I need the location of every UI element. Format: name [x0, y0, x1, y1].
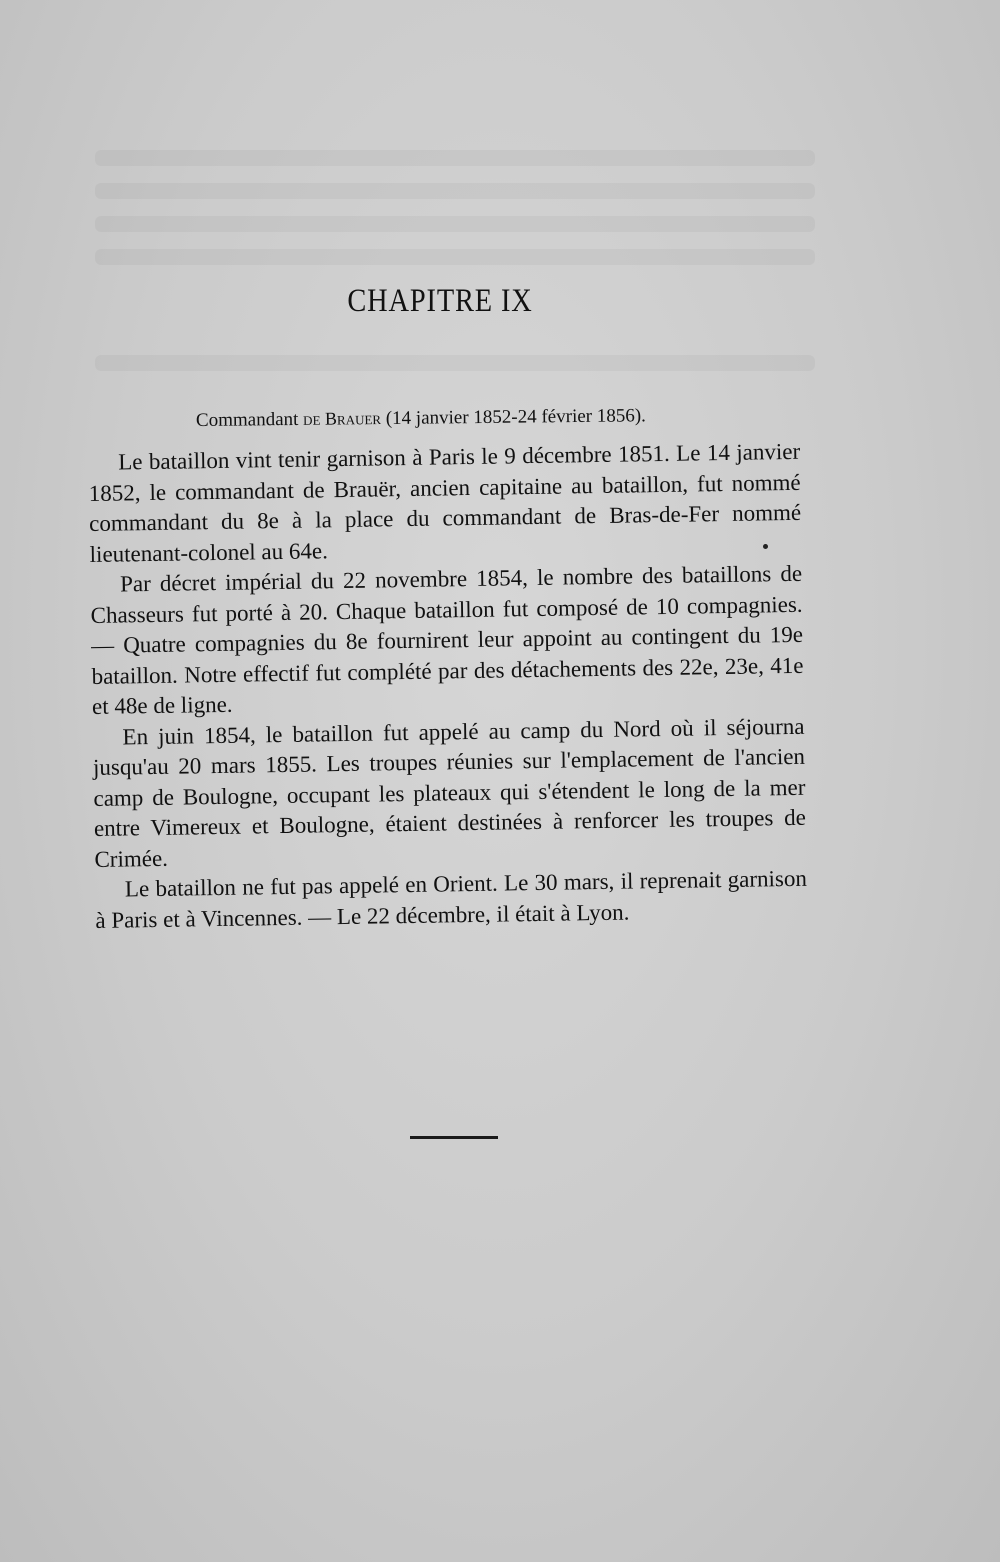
chapter-title: CHAPITRE IX	[347, 283, 533, 319]
bleed-through	[95, 216, 815, 232]
bleed-through	[95, 249, 815, 265]
body-text	[88, 437, 808, 936]
paragraph-3: En juin 1854, le bataillon fut appelé au camp du Nord où il séjourna jusqu'au 20 mars 1855. Les troupes réunies sur l'emplacement de l'ancien camp de Boulogne, occupant les plateaux qui s'étendent le long de la mer entre Vimereux et Boulogne, étaient destinées à renforcer les troupes de Crimée.	[92, 713, 807, 872]
bleed-through	[95, 150, 815, 166]
commander-name: de Brauer	[303, 408, 382, 429]
chapter-subtitle	[196, 404, 816, 432]
subtitle-dates: (14 janvier 1852-24 février 1856).	[380, 405, 646, 430]
subtitle-prefix: Commandant	[195, 408, 304, 431]
paragraph-2: Par décret impérial du 22 novembre 1854, le nombre des bataillons de Chasseurs fut porté à 20. Chaque bataillon fut composé de 10 compagnies. — Quatre compagnies du 8e fournirent leur appoint au contingent du 19e bataillon. Notre effectif fut complété par des détachements des 22e, 23e, 41e et 48e de ligne.	[90, 560, 804, 719]
paragraph-1: Le bataillon vint tenir garnison à Paris le 9 décembre 1851. Le 14 janvier 1852, le commandant de Brauër, ancien capitaine au bataillon, fut nommé commandant du 8e à la place du commandant de Bras-de-Fer nommé lieutenant-colonel au 64e.	[88, 438, 802, 567]
bleed-through	[95, 355, 815, 371]
ink-speck	[763, 544, 768, 549]
bleed-through	[95, 183, 815, 199]
paragraph-4: Le bataillon ne fut pas appelé en Orient. Le 30 mars, il reprenait garnison à Paris et à Vincennes. — Le 22 décembre, il était à Lyon.	[95, 865, 808, 933]
end-rule	[410, 1136, 498, 1139]
